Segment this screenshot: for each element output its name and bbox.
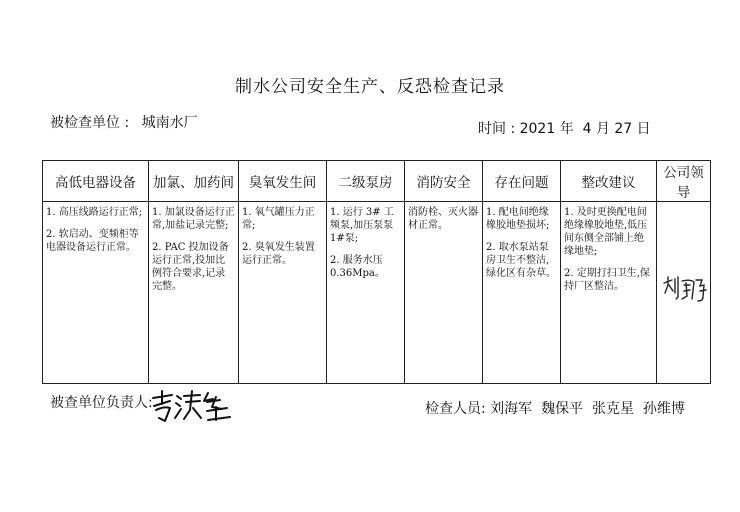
table-cell-suggestions xyxy=(561,202,657,384)
responsible-signature xyxy=(150,388,232,424)
leader-signature xyxy=(660,271,710,311)
cell-text: 1. 加氯设备运行正常,加盐记录完整; xyxy=(152,207,235,231)
inspection-table xyxy=(42,160,711,384)
inspected-unit-value: 城南水厂 xyxy=(141,115,198,131)
table-cell-chlorination xyxy=(149,202,239,384)
header-cell: 高低电器设备 xyxy=(43,161,149,202)
header-cell: 整改建议 xyxy=(561,161,657,202)
cell-text: 2. 服务水压 0.36Mpa。 xyxy=(330,255,385,279)
cell-text: 1. 运行 3# 工频泵,加压泵泵 1#泵; xyxy=(330,207,394,244)
responsible-label: 被查单位负责人: xyxy=(50,395,153,411)
table-cell-issues xyxy=(483,202,561,384)
cell-text: 1. 氧气罐压力正常; xyxy=(242,207,315,231)
header-cell: 存在问题 xyxy=(483,161,561,202)
table-cell-pump-room xyxy=(327,202,405,384)
inspected-unit xyxy=(50,112,198,132)
cell-text: 1. 配电间绝缘橡胶地垫损坏; xyxy=(486,207,550,231)
table-cell-ozone xyxy=(239,202,327,384)
cell-text: 2. 软启动、变频柜等电器设备运行正常。 xyxy=(46,229,139,253)
table-cell-electrical xyxy=(43,202,149,384)
header-cell: 消防安全 xyxy=(405,161,483,202)
header-cell: 加氯、加药间 xyxy=(149,161,239,202)
cell-text: 1. 及时更换配电间绝缘橡胶地垫,低压间东侧全部铺上绝缘地垫; xyxy=(564,207,648,257)
header-cell: 二级泵房 xyxy=(327,161,405,202)
table-header-row xyxy=(43,161,711,202)
cell-text: 2. 取水泵站泵房卫生不整洁,绿化区有杂草。 xyxy=(486,242,556,279)
header-cell: 臭氧发生间 xyxy=(239,161,327,202)
inspectors: 检查人员: 刘海军 魏保平 张克星 孙维博 xyxy=(425,401,685,417)
table-row xyxy=(43,202,711,384)
table-cell-leader-signature xyxy=(657,202,711,384)
table-cell-fire-safety xyxy=(405,202,483,384)
cell-text: 2. PAC 投加设备运行正常,投加比例符合要求,记录完整。 xyxy=(152,242,229,292)
cell-text: 1. 高压线路运行正常; xyxy=(46,207,143,218)
header-cell: 公司领导 xyxy=(657,161,711,202)
inspected-unit-label: 被检查单位 : xyxy=(50,115,130,131)
cell-text: 2. 定期打扫卫生,保持厂区整洁。 xyxy=(564,268,650,292)
document-title: 制水公司安全生产、反恐检查记录 xyxy=(235,77,505,97)
inspection-date: 时间 : 2021 年 4 月 27 日 xyxy=(478,121,651,137)
cell-text: 2. 臭氧发生装置运行正常。 xyxy=(242,242,315,266)
cell-text: 消防栓、灭火器材正常。 xyxy=(408,207,478,231)
